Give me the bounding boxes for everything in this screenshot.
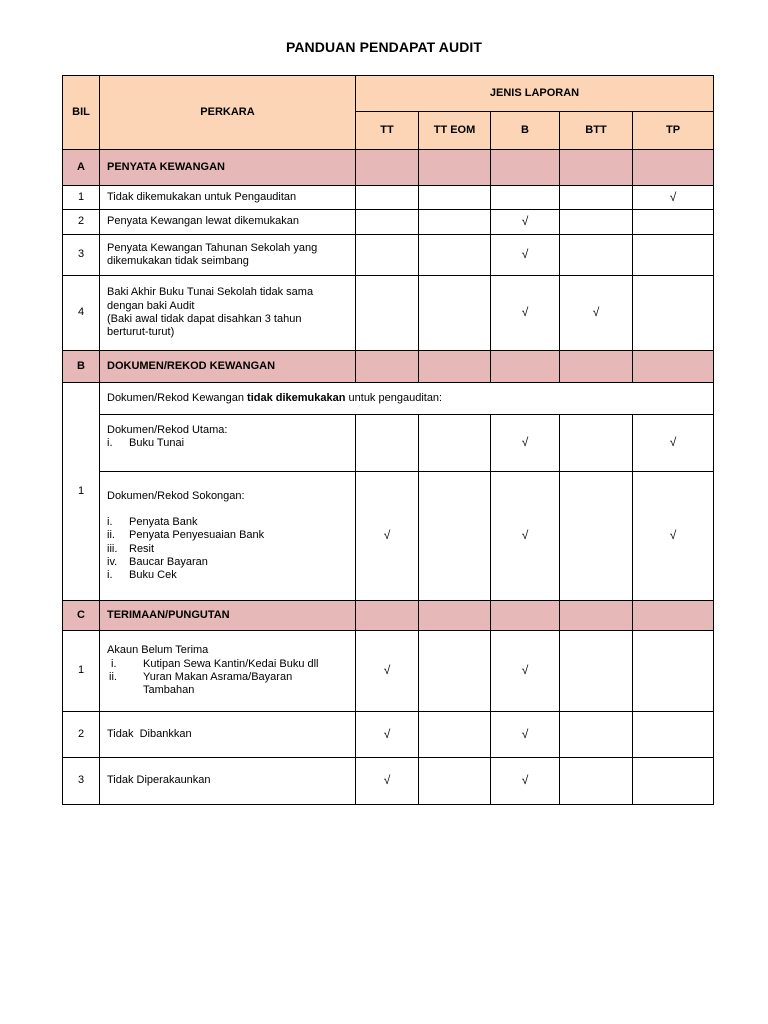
header-col-tt-eom: TT EOM	[419, 112, 491, 150]
row-bil: 1	[63, 631, 100, 712]
row-perkara	[100, 276, 356, 351]
list-heading: Akaun Belum Terima	[107, 644, 209, 657]
item-list	[107, 658, 348, 698]
item-list	[107, 516, 348, 582]
check-mark: √	[633, 415, 714, 472]
row-perkara	[100, 235, 356, 276]
check-mark: √	[491, 758, 560, 805]
table-row	[63, 712, 714, 758]
list-item	[107, 671, 348, 698]
list-heading: Dokumen/Rekod Sokongan:	[107, 489, 245, 502]
section-row-a	[63, 150, 714, 186]
row-perkara-line: dikemukakan tidak seimbang	[107, 255, 249, 267]
intro-text: Dokumen/Rekod Kewangan	[107, 391, 248, 404]
section-code: B	[63, 351, 100, 383]
row-perkara-line: Penyata Kewangan Tahunan Sekolah yang	[107, 241, 318, 254]
row-perkara	[100, 415, 356, 472]
list-number: i.	[107, 515, 113, 528]
list-item	[107, 658, 348, 671]
section-code: C	[63, 601, 100, 631]
section-row-b	[63, 351, 714, 383]
audit-opinion-table	[62, 75, 714, 805]
check-mark: √	[491, 472, 560, 601]
list-item	[107, 437, 348, 450]
header-col-tt: TT	[356, 112, 419, 150]
list-item	[107, 516, 348, 529]
row-bil: 1	[63, 383, 100, 601]
check-mark: √	[356, 712, 419, 758]
list-item	[107, 556, 348, 569]
check-mark: √	[491, 235, 560, 276]
table-row	[63, 383, 714, 415]
list-number: i.	[107, 437, 113, 450]
intro-bold-text: tidak dikemukakan	[247, 391, 346, 404]
check-mark: √	[491, 712, 560, 758]
row-perkara: Penyata Kewangan lewat dikemukakan	[100, 210, 356, 235]
list-item	[107, 529, 348, 542]
row-bil: 3	[63, 758, 100, 805]
check-mark: √	[491, 210, 560, 235]
check-mark: √	[491, 631, 560, 712]
row-bil: 1	[63, 186, 100, 210]
list-item	[107, 543, 348, 556]
header-row	[63, 76, 714, 112]
document-title: PANDUAN PENDAPAT AUDIT	[285, 39, 483, 55]
row-perkara-line: Baki Akhir Buku Tunai Sekolah tidak sama	[107, 286, 314, 299]
list-text: Resit	[129, 542, 155, 555]
check-mark: √	[356, 472, 419, 601]
header-bil: BIL	[63, 76, 100, 150]
section-title: DOKUMEN/REKOD KEWANGAN	[100, 351, 356, 383]
check-mark: √	[633, 186, 714, 210]
table-row	[63, 186, 714, 210]
row-perkara-line: dengan baki Audit	[107, 299, 195, 312]
item-list	[107, 437, 348, 450]
row-bil: 4	[63, 276, 100, 351]
table-row	[63, 276, 714, 351]
header-jenis-laporan: JENIS LAPORAN	[356, 76, 714, 112]
row-perkara: Tidak Diperakaunkan	[100, 758, 356, 805]
list-number: iv.	[107, 555, 118, 568]
table-row	[63, 415, 714, 472]
table-row	[63, 210, 714, 235]
list-number: ii.	[107, 529, 115, 542]
row-perkara: Tidak dikemukakan untuk Pengauditan	[100, 186, 356, 210]
row-bil: 2	[63, 210, 100, 235]
list-number: i.	[107, 569, 113, 582]
row-perkara: Tidak Dibankkan	[100, 712, 356, 758]
row-perkara	[100, 631, 356, 712]
list-heading: Dokumen/Rekod Utama:	[107, 424, 228, 436]
list-item	[107, 569, 348, 582]
row-perkara	[100, 472, 356, 601]
row-perkara-line: (Baki awal tidak dapat disahkan 3 tahun	[107, 313, 302, 325]
list-text: Penyata Penyesuaian Bank	[129, 529, 265, 542]
header-perkara: PERKARA	[100, 76, 356, 150]
section-code: A	[63, 150, 100, 186]
table-row	[63, 758, 714, 805]
list-text: Yuran Makan Asrama/Bayaran	[143, 671, 293, 683]
list-text: Kutipan Sewa Kantin/Kedai Buku dll	[143, 657, 319, 670]
list-number: ii.	[109, 671, 117, 683]
section-row-c	[63, 601, 714, 631]
header-col-btt: BTT	[560, 112, 633, 150]
check-mark: √	[356, 631, 419, 712]
list-text: Buku Tunai	[129, 437, 185, 450]
check-mark: √	[491, 415, 560, 472]
list-text: Baucar Bayaran	[129, 555, 208, 568]
table-row	[63, 631, 714, 712]
list-text: Buku Cek	[129, 569, 177, 582]
list-text: Penyata Bank	[129, 515, 198, 528]
list-number: i.	[111, 657, 117, 670]
list-text: Tambahan	[143, 684, 195, 697]
table-row	[63, 235, 714, 276]
row-intro	[100, 383, 714, 415]
check-mark: √	[356, 758, 419, 805]
row-perkara-line: berturut-turut)	[107, 326, 175, 339]
intro-text: untuk pengauditan:	[345, 391, 443, 404]
table-row	[63, 472, 714, 601]
row-bil: 3	[63, 235, 100, 276]
list-number: iii.	[107, 542, 118, 555]
header-col-b: B	[491, 112, 560, 150]
row-bil: 2	[63, 712, 100, 758]
section-title: PENYATA KEWANGAN	[100, 150, 356, 186]
check-mark: √	[491, 276, 560, 351]
check-mark: √	[633, 472, 714, 601]
check-mark: √	[560, 276, 633, 351]
header-col-tp: TP	[633, 112, 714, 150]
section-title: TERIMAAN/PUNGUTAN	[100, 601, 356, 631]
